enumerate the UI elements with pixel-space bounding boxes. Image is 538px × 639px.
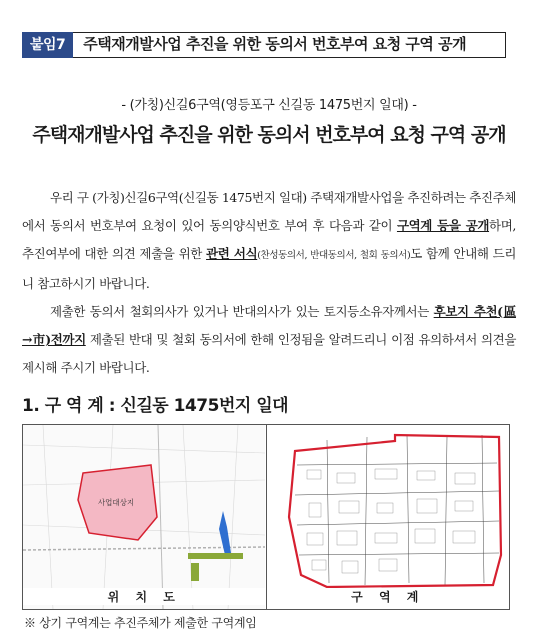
map-panel: [22, 424, 510, 610]
header: [22, 32, 506, 58]
footnote: ※ 상기 구역계는 추진주체가 제출한 구역계임: [24, 616, 257, 630]
para2-emphasis-1: 후보지 추천(區 →市)전까지: [22, 304, 516, 347]
header-title: 주택재개발사업 추진을 위한 동의서 번호부여 요청 구역 공개: [73, 32, 506, 58]
paragraph-2: [22, 298, 516, 382]
para1-text-3: 도 함께 안내해 드리니 참고하시기 바랍니다.: [22, 246, 516, 291]
para1-emphasis-2: 관련 서식: [206, 246, 258, 261]
body-text: [22, 184, 516, 382]
attachment-badge: 붙임7: [22, 32, 73, 58]
area-label: 사업대상지: [97, 498, 135, 507]
para1-text-1: 우리 구 (가칭)신길6구역(신길동 1475번지 일대) 주택재개발사업을 추진하려는 추진주체에서 동의서 번호부여 요청이 있어 동의양식번호 부여 후 다음과 같이: [22, 190, 516, 233]
location-map-label: 위 치 도: [23, 588, 266, 605]
location-map-graphic: [23, 425, 265, 609]
para1-small-note: (찬성동의서, 반대동의서, 철회 동의서): [257, 250, 411, 261]
paragraph-1: [22, 184, 516, 298]
boundary-map-graphic: [267, 425, 509, 609]
boundary-map: [266, 425, 510, 609]
boundary-map-label: 구 역 계: [267, 588, 510, 605]
para2-text-2: 제출된 반대 및 철회 동의서에 한해 인정됨을 알려드리니 이점 유의하셔서 의견을 제시해 주시기 바랍니다.: [22, 332, 516, 375]
para1-emphasis-1: 구역계 등을 공개: [396, 218, 490, 233]
para1-text-2: 하며, 추진여부에 대한 의견 제출을 위한: [22, 218, 516, 261]
subtitle: - (가칭)신길6구역(영등포구 신길동 1475번지 일대) -: [121, 98, 417, 113]
main-title: 주택재개발사업 추진을 위한 동의서 번호부여 요청 구역 공개: [32, 124, 506, 146]
section-title: 1. 구 역 계 : 신길동 1475번지 일대: [22, 396, 289, 416]
location-map: [23, 425, 266, 609]
para2-text-1: 제출한 동의서 철회의사가 있거나 반대의사가 있는 토지등소유자께서는: [50, 304, 434, 319]
